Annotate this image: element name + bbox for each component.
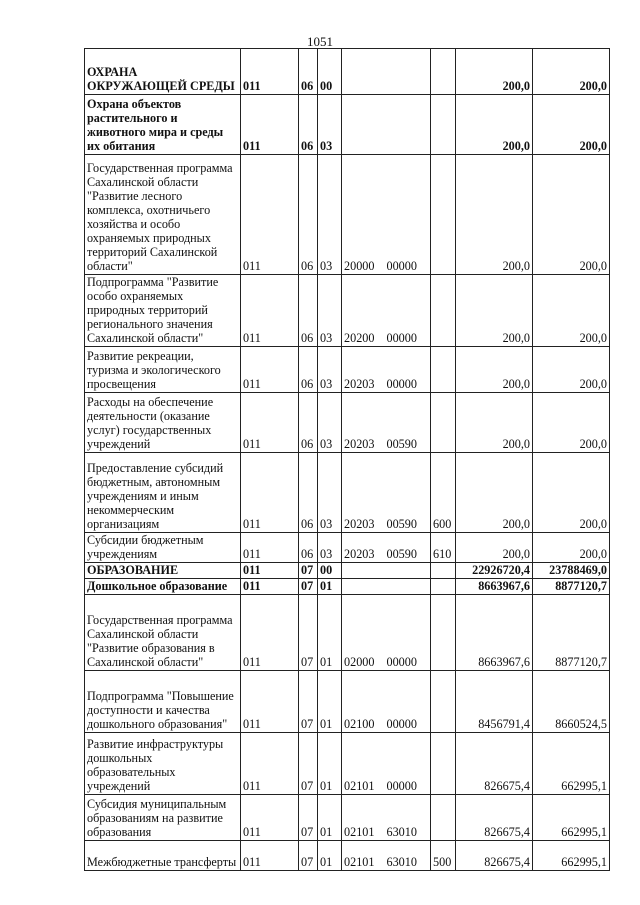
target-article-program: 02100 — [344, 717, 375, 731]
cell-section: 06 — [299, 393, 318, 453]
cell-expense-type — [431, 155, 456, 275]
table-row — [85, 95, 610, 155]
cell-amount-year1: 826675,4 — [456, 841, 533, 871]
cell-subsection: 01 — [318, 595, 342, 671]
table-row — [85, 563, 610, 579]
cell-expense-type — [431, 733, 456, 795]
target-article-direction: 63010 — [386, 855, 417, 869]
cell-name: Государственная программа Сахалинской области "Развитие образования в Сахалинской области" — [85, 595, 241, 671]
cell-section: 07 — [299, 595, 318, 671]
cell-section: 06 — [299, 275, 318, 347]
cell-amount-year1: 200,0 — [456, 533, 533, 563]
cell-expense-type: 500 — [431, 841, 456, 871]
cell-expense-type: 600 — [431, 453, 456, 533]
cell-target-article — [342, 579, 431, 595]
cell-subsection: 03 — [318, 347, 342, 393]
target-article-program: 02000 — [344, 655, 375, 669]
cell-amount-year1: 8663967,6 — [456, 579, 533, 595]
table-row — [85, 393, 610, 453]
cell-subsection: 03 — [318, 393, 342, 453]
page-number: 1051 — [307, 34, 333, 49]
cell-target-article — [342, 733, 431, 795]
cell-amount-year1: 200,0 — [456, 347, 533, 393]
cell-name: Дошкольное образование — [85, 579, 241, 595]
cell-ministry: 011 — [241, 733, 299, 795]
cell-subsection: 00 — [318, 563, 342, 579]
cell-subsection: 01 — [318, 841, 342, 871]
cell-subsection: 03 — [318, 275, 342, 347]
table-row — [85, 155, 610, 275]
cell-amount-year1: 826675,4 — [456, 733, 533, 795]
cell-ministry: 011 — [241, 533, 299, 563]
target-article-program: 20203 — [344, 517, 375, 531]
cell-target-article — [342, 155, 431, 275]
cell-ministry: 011 — [241, 563, 299, 579]
cell-name: Субсидии бюджетным учреждениям — [85, 533, 241, 563]
cell-amount-year2: 200,0 — [533, 393, 610, 453]
cell-target-article — [342, 393, 431, 453]
cell-amount-year1: 22926720,4 — [456, 563, 533, 579]
cell-name: Охрана объектов растительного и животного мира и среды их обитания — [85, 95, 241, 155]
table-row — [85, 579, 610, 595]
cell-ministry: 011 — [241, 453, 299, 533]
cell-expense-type — [431, 595, 456, 671]
cell-section: 06 — [299, 95, 318, 155]
cell-section: 06 — [299, 155, 318, 275]
cell-name: Предоставление субсидий бюджетным, автономным учреждениям и иным некоммерческим организациям — [85, 453, 241, 533]
cell-amount-year2: 8877120,7 — [533, 595, 610, 671]
cell-subsection: 00 — [318, 49, 342, 95]
cell-section: 07 — [299, 795, 318, 841]
cell-ministry: 011 — [241, 49, 299, 95]
cell-target-article — [342, 841, 431, 871]
cell-name: Развитие инфраструктуры дошкольных образовательных учреждений — [85, 733, 241, 795]
cell-target-article — [342, 95, 431, 155]
cell-amount-year1: 8663967,6 — [456, 595, 533, 671]
table-row — [85, 49, 610, 95]
cell-target-article — [342, 671, 431, 733]
target-article-direction: 00000 — [386, 377, 417, 391]
cell-expense-type: 610 — [431, 533, 456, 563]
cell-amount-year2: 662995,1 — [533, 733, 610, 795]
cell-expense-type — [431, 49, 456, 95]
cell-expense-type — [431, 275, 456, 347]
cell-target-article — [342, 595, 431, 671]
cell-section: 07 — [299, 733, 318, 795]
cell-expense-type — [431, 347, 456, 393]
cell-amount-year2: 8877120,7 — [533, 579, 610, 595]
cell-subsection: 01 — [318, 733, 342, 795]
table-row — [85, 595, 610, 671]
cell-amount-year1: 200,0 — [456, 49, 533, 95]
cell-name: ОХРАНА ОКРУЖАЮЩЕЙ СРЕДЫ — [85, 49, 241, 95]
table-row — [85, 453, 610, 533]
cell-ministry: 011 — [241, 155, 299, 275]
target-article-direction: 00000 — [386, 259, 417, 273]
cell-name: Расходы на обеспечение деятельности (оказание услуг) государственных учреждений — [85, 393, 241, 453]
cell-amount-year1: 200,0 — [456, 453, 533, 533]
cell-amount-year2: 200,0 — [533, 49, 610, 95]
cell-amount-year1: 200,0 — [456, 275, 533, 347]
cell-amount-year1: 200,0 — [456, 155, 533, 275]
target-article-program: 20000 — [344, 259, 375, 273]
cell-amount-year2: 662995,1 — [533, 795, 610, 841]
cell-subsection: 01 — [318, 579, 342, 595]
cell-ministry: 011 — [241, 795, 299, 841]
cell-name: Субсидия муниципальным образованиям на развитие образования — [85, 795, 241, 841]
cell-amount-year2: 8660524,5 — [533, 671, 610, 733]
cell-amount-year2: 200,0 — [533, 347, 610, 393]
cell-name: ОБРАЗОВАНИЕ — [85, 563, 241, 579]
target-article-direction: 00000 — [386, 331, 417, 345]
cell-expense-type — [431, 795, 456, 841]
cell-section: 07 — [299, 841, 318, 871]
cell-amount-year2: 200,0 — [533, 453, 610, 533]
cell-amount-year1: 8456791,4 — [456, 671, 533, 733]
cell-expense-type — [431, 95, 456, 155]
cell-ministry: 011 — [241, 347, 299, 393]
cell-name: Государственная программа Сахалинской области "Развитие лесного комплекса, охотничьего хозяйства и особо охраняемых природных территорий Сахалинской области" — [85, 155, 241, 275]
cell-ministry: 011 — [241, 671, 299, 733]
target-article-program: 20203 — [344, 547, 375, 561]
cell-amount-year2: 200,0 — [533, 95, 610, 155]
table-row — [85, 733, 610, 795]
target-article-direction: 63010 — [386, 825, 417, 839]
cell-target-article — [342, 347, 431, 393]
cell-amount-year2: 662995,1 — [533, 841, 610, 871]
target-article-program: 02101 — [344, 779, 375, 793]
target-article-direction: 00000 — [386, 655, 417, 669]
cell-section: 06 — [299, 347, 318, 393]
cell-expense-type — [431, 563, 456, 579]
cell-section: 06 — [299, 49, 318, 95]
target-article-direction: 00590 — [386, 517, 417, 531]
cell-amount-year1: 200,0 — [456, 95, 533, 155]
cell-subsection: 03 — [318, 95, 342, 155]
cell-subsection: 03 — [318, 155, 342, 275]
cell-target-article — [342, 533, 431, 563]
cell-section: 06 — [299, 453, 318, 533]
cell-target-article — [342, 795, 431, 841]
cell-name: Подпрограмма "Развитие особо охраняемых природных территорий регионального значения Сахалинской области" — [85, 275, 241, 347]
table-row — [85, 841, 610, 871]
table-row — [85, 533, 610, 563]
target-article-program: 02101 — [344, 855, 375, 869]
cell-section: 07 — [299, 579, 318, 595]
cell-target-article — [342, 453, 431, 533]
cell-ministry: 011 — [241, 275, 299, 347]
target-article-program: 02101 — [344, 825, 375, 839]
cell-ministry: 011 — [241, 841, 299, 871]
cell-amount-year2: 200,0 — [533, 155, 610, 275]
cell-target-article — [342, 49, 431, 95]
cell-target-article — [342, 563, 431, 579]
cell-ministry: 011 — [241, 595, 299, 671]
cell-section: 06 — [299, 533, 318, 563]
target-article-program: 20203 — [344, 377, 375, 391]
cell-expense-type — [431, 671, 456, 733]
cell-ministry: 011 — [241, 95, 299, 155]
target-article-program: 20200 — [344, 331, 375, 345]
target-article-program: 20203 — [344, 437, 375, 451]
table-row — [85, 275, 610, 347]
table-row — [85, 795, 610, 841]
cell-ministry: 011 — [241, 579, 299, 595]
cell-amount-year2: 200,0 — [533, 275, 610, 347]
cell-amount-year2: 200,0 — [533, 533, 610, 563]
cell-subsection: 01 — [318, 795, 342, 841]
cell-subsection: 03 — [318, 533, 342, 563]
target-article-direction: 00590 — [386, 547, 417, 561]
table-row — [85, 671, 610, 733]
cell-name: Межбюджетные трансферты — [85, 841, 241, 871]
cell-section: 07 — [299, 671, 318, 733]
cell-expense-type — [431, 579, 456, 595]
cell-name: Развитие рекреации, туризма и экологического просвещения — [85, 347, 241, 393]
cell-subsection: 01 — [318, 671, 342, 733]
cell-section: 07 — [299, 563, 318, 579]
cell-amount-year1: 200,0 — [456, 393, 533, 453]
table-body — [85, 49, 610, 871]
budget-table — [84, 48, 610, 871]
cell-amount-year1: 826675,4 — [456, 795, 533, 841]
cell-expense-type — [431, 393, 456, 453]
cell-ministry: 011 — [241, 393, 299, 453]
table-row — [85, 347, 610, 393]
cell-name: Подпрограмма "Повышение доступности и качества дошкольного образования" — [85, 671, 241, 733]
target-article-direction: 00590 — [386, 437, 417, 451]
target-article-direction: 00000 — [386, 779, 417, 793]
cell-subsection: 03 — [318, 453, 342, 533]
cell-amount-year2: 23788469,0 — [533, 563, 610, 579]
target-article-direction: 00000 — [386, 717, 417, 731]
cell-target-article — [342, 275, 431, 347]
